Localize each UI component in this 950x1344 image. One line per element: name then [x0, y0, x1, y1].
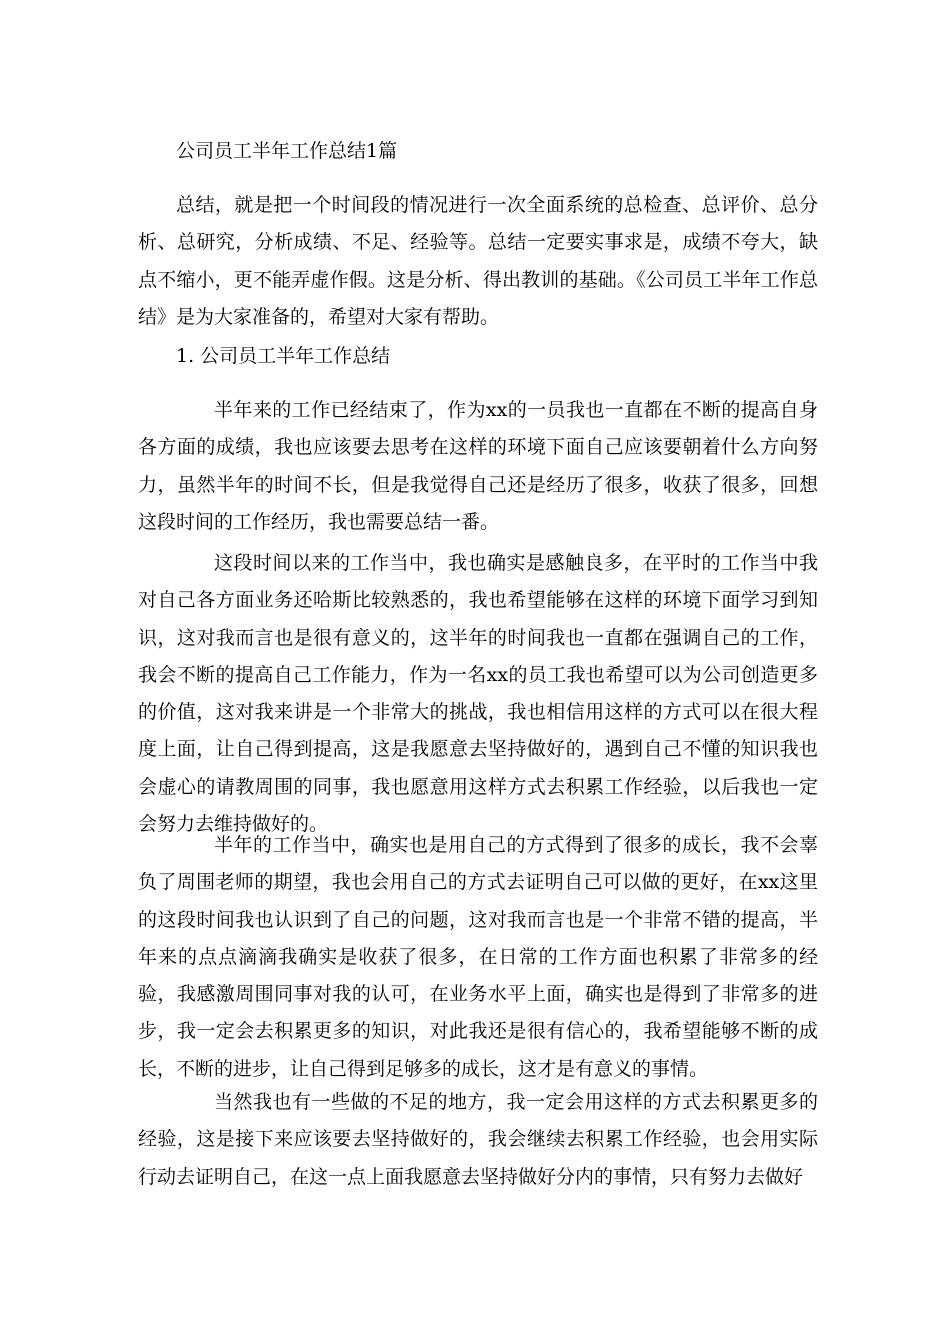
- section-heading: 1. 公司员工半年工作总结: [176, 345, 391, 367]
- document-title: 公司员工半年工作总结1篇: [176, 140, 398, 162]
- body-paragraph-1: 半年来的工作已经结束了，作为xx的一员我也一直都在不断的提高自身各方面的成绩，我也应该要去思考在这样的环境下面自己应该要朝着什么方向努力，虽然半年的时间不长，但是我觉得自己还是经历了很多，收获了很多，回想这段时间的工作经历，我也需要总结一番。: [138, 399, 818, 533]
- body-paragraph-4: 当然我也有一些做的不足的地方，我一定会用这样的方式去积累更多的经验，这是接下来应该要去坚持做好的，我会继续去积累工作经验，也会用实际行动去证明自己，在这一点上面我愿意去坚持做好分内的事情，只有努力去做好: [138, 1091, 818, 1188]
- intro-paragraph: 总结，就是把一个时间段的情况进行一次全面系统的总检查、总评价、总分析、总研究，分析成绩、不足、经验等。总结一定要实事求是，成绩不夸大，缺点不缩小，更不能弄虚作假。这是分析、得出教训的基础。《公司员工半年工作总结》是为大家准备的，希望对大家有帮助。: [138, 194, 818, 328]
- body-paragraph-2: 这段时间以来的工作当中，我也确实是感触良多，在平时的工作当中我对自己各方面业务还哈斯比较熟悉的，我也希望能够在这样的环境下面学习到知识，这对我而言也是很有意义的，这半年的时间我也一直都在强调自己的工作，我会不断的提高自己工作能力，作为一名xx的员工我也希望可以为公司创造更多的价值，这对我来讲是一个非常大的挑战，我也相信用这样的方式可以在很大程度上面，让自己得到提高，这是我愿意去坚持做好的，遇到自己不懂的知识我也会虚心的请教周围的同事，我也愿意用这样方式去积累工作经验，以后我也一定会努力去维持做好的。: [138, 552, 818, 836]
- body-paragraph-3: 半年的工作当中，确实也是用自己的方式得到了很多的成长，我不会辜负了周围老师的期望，我也会用自己的方式去证明自己可以做的更好，在xx这里的这段时间我也认识到了自己的问题，这对我而言也是一个非常不错的提高，半年来的点点滴滴我确实是收获了很多，在日常的工作方面也积累了非常多的经验，我感激周围同事对我的认可，在业务水平上面，确实也是得到了非常多的进步，我一定会去积累更多的知识，对此我还是很有信心的，我希望能够不断的成长，不断的进步，让自己得到足够多的成长，这才是有意义的事情。: [138, 834, 818, 1080]
